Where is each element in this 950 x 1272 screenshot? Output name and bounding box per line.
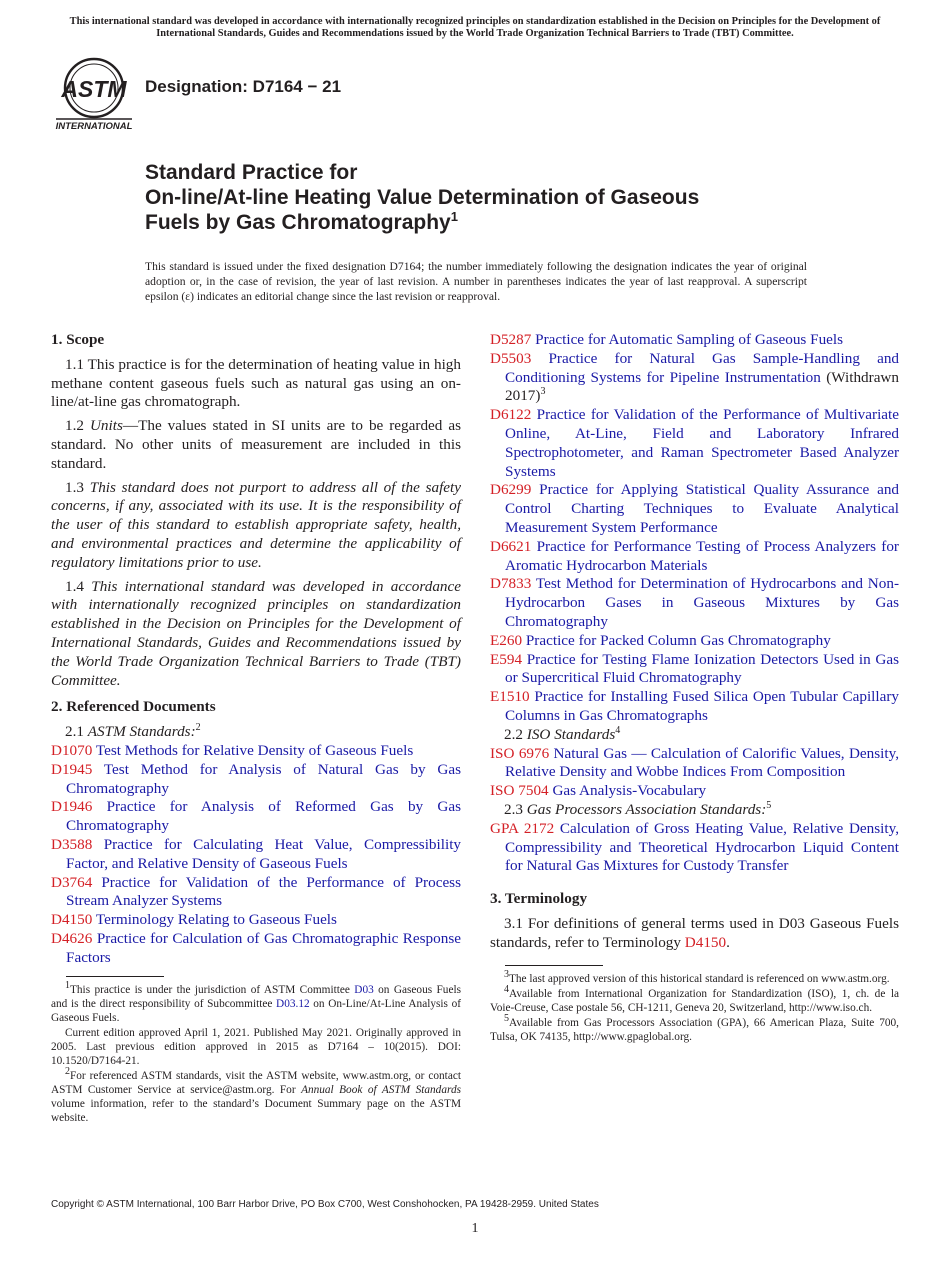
iso-reference-list [490,745,899,801]
astm-reference-list-left [51,742,461,968]
reference-title-link[interactable]: Practice for Validation of the Performance of Process Stream Analyzer Systems [66,873,462,910]
page-title [145,160,845,235]
reference-code-link[interactable]: E260 [490,631,523,649]
header-notice: This international standard was developed in accordance with internationally recognized principles on standardization established in the Decision on Principles for the Development of International Standards, Guides and Recommendations issued by the World Trade Organization Technical Barriers to Trade (TBT) Committee. [69,16,881,39]
reference-title-link[interactable]: Practice for Packed Column Gas Chromatography [525,631,831,649]
subcommittee-link[interactable]: D03.12 [276,997,310,1010]
scope-1-3: 1.3 This standard does not purport to address all of the safety concerns, if any, associated with its use. It is the responsibility of the user of this standard to establish appropriate safety, health, and environmental practices and determine the applicability of regulatory limitations prior to use. [51,478,461,571]
terminology-d4150-link[interactable]: D4150 [684,933,727,951]
reference-title-link[interactable]: Practice for Performance Testing of Process Analyzers for Aromatic Hydrocarbon Materials [505,537,899,574]
reference-item [51,761,461,799]
reference-code-link[interactable]: D1946 [51,798,93,816]
reference-item [490,632,899,651]
scope-1-1: 1.1 This practice is for the determination of heating value in high methane content gaseous fuels such as natural gas using an on-line/at-line gas chromatograph. [51,355,461,411]
footnote-1: $^1$This practice is under the jurisdiction of ASTM Committee D03 on Gaseous Fuels and is the direct responsibility of Subcommittee D03.12 on On-Line/At-Line Analysis of Gaseous Fuels. [51,979,462,1024]
reference-code-link[interactable]: E1510 [490,688,530,706]
reference-code-link[interactable]: D1070 [51,741,93,759]
reference-code-link[interactable]: D5503 [490,349,532,367]
reference-code-link[interactable]: D6122 [490,406,532,424]
reference-title-link[interactable]: Practice for Installing Fused Silica Open Tubular Capillary Columns in Gas Chromatographs [505,688,899,724]
title-line-3: Fuels by Gas Chromatography$^1$ [145,209,458,234]
left-column [51,331,461,1126]
reference-title-link[interactable]: Test Method for Determination of Hydrocarbons and Non-Hydrocarbon Gases in Gaseous Mixtures by Gas Chromatography [505,575,900,630]
reference-code-link[interactable]: ISO 7504 [490,782,549,800]
reference-code-link[interactable]: GPA 2172 [490,819,555,837]
reference-title-link[interactable]: Natural Gas — Calculation of Calorific Values, Density, Relative Density and Wobbe Indices From Composition [505,744,899,781]
reference-title-link[interactable]: Terminology Relating to Gaseous Fuels [95,911,337,929]
title-footnote-mark: 1 [450,209,458,224]
reference-code-link[interactable]: D6299 [490,481,532,499]
reference-item [51,930,461,968]
right-column [490,331,899,1045]
reference-code-link[interactable]: D6621 [490,537,532,555]
reference-code-link[interactable]: D3588 [51,835,93,853]
astm-reference-list-right [490,331,899,726]
reference-note: (Withdrawn 2017) [505,368,899,405]
reference-title-link[interactable]: Gas Analysis-Vocabulary [552,782,707,800]
reference-item [490,820,899,876]
designation: Designation: D7164 − 21 [145,77,342,96]
reference-item [490,575,899,631]
reference-code-link[interactable]: D7833 [490,575,532,593]
title-line-2: On-line/At-line Heating Value Determination of Gaseous [145,186,700,209]
gpa-reference-list [490,820,899,876]
reference-title-link[interactable]: Calculation of Gross Heating Value, Relative Density, Compressibility and Theoretical Hydrocarbon Liquid Content for Natural Gas Mixtures for Custody Transfer [505,819,900,875]
copyright: Copyright © ASTM International, 100 Barr Harbor Drive, PO Box C700, West Conshohocken, PA 19428-2959. United States [51,1199,599,1210]
terminology-3-1: 3.1 For definitions of general terms used in D03 Gaseous Fuels standards, refer to Terminology D4150. [490,914,899,951]
astm-logo [52,56,136,132]
reference-title-link[interactable]: Practice for Applying Statistical Quality Assurance and Control Charting Techniques to Evaluate Analytical Measurement System Performance [505,481,900,536]
reference-item [51,874,461,912]
reference-code-link[interactable]: E594 [490,650,523,668]
reference-code-link[interactable]: D4626 [51,929,93,947]
reference-item [490,782,899,801]
footnote-3: $^3$The last approved version of this historical standard is referenced on www.astm.org. [504,968,890,985]
iso-standards-label: 2.2 ISO Standards$^4$ [504,724,621,743]
scope-1-4: 1.4 This international standard was developed in accordance with internationally recognized principles on standardization established in the Decision on Principles for the Development of International Standards, Guides and Recommendations issued by the World Trade Organization Technical Barriers to Trade (TBT) Committee. [51,577,462,689]
logo-subtitle: INTERNATIONAL [55,121,133,132]
reference-title-link[interactable]: Practice for Calculation of Gas Chromatographic Response Factors [66,929,461,966]
reference-item [490,350,899,406]
reference-item [490,745,899,783]
reference-item [490,331,899,350]
reference-title-link[interactable]: Practice for Natural Gas Sample-Handling and Conditioning Systems for Pipeline Instrumentation [505,349,900,386]
reference-item [490,406,899,481]
reference-title-link[interactable]: Practice for Testing Flame Ionization Detectors Used in Gas or Supercritical Fluid Chromatography [505,650,899,687]
referenced-docs-heading: 2. Referenced Documents [51,698,216,716]
footnote-4: $^4$Available from International Organization for Standardization (ISO), 1, ch. de la Voie-Creuse, Case postale 56, CH-1211, Geneva 20, Switzerland, http://www.iso.ch. [490,983,899,1014]
reference-code-link[interactable]: D1945 [51,760,93,778]
reference-item [51,798,461,836]
reference-item [490,651,899,689]
committee-link[interactable]: D03 [354,983,374,996]
reference-footnote-mark: 3 [540,386,546,398]
reference-title-link[interactable]: Test Method for Analysis of Natural Gas by Gas Chromatography [66,760,461,797]
reference-title-link[interactable]: Practice for Automatic Sampling of Gaseous Fuels [535,331,844,348]
astm-standards-label: 2.1 ASTM Standards:$^2$ [65,722,201,741]
reference-item [490,538,899,576]
scope-1-2: 1.2 Units—The values stated in SI units are to be regarded as standard. No other units of measurement are included in this standard. [51,417,461,472]
reference-item [51,836,461,874]
page-number: 1 [471,1221,479,1236]
footnote-1-edition: Current edition approved April 1, 2021. Published May 2021. Originally approved in 2005. Last previous edition approved in 2015 as D7164 – 10(2015). DOI: 10.1520/D7164-21. [51,1026,461,1067]
footnote-2: $^2$For referenced ASTM standards, visit the ASTM website, www.astm.org, or contact ASTM Customer Service at service@astm.org. For Annual Book of ASTM Standards volume information, refer to the standard’s Document Summary page on the ASTM website. [51,1065,461,1124]
footnote-rule-left [66,976,164,977]
title-line-1: Standard Practice for [145,161,358,184]
footnote-5: $^5$Available from Gas Processors Association (GPA), 66 American Plaza, Suite 700, Tulsa, OK 74135, http://www.gpaglobal.org. [490,1012,899,1043]
reference-code-link[interactable]: D4150 [51,911,93,929]
reference-code-link[interactable]: D3764 [51,873,93,891]
reference-title-link[interactable]: Practice for Calculating Heat Value, Compressibility Factor, and Relative Density of Gaseous Fuels [66,835,462,872]
reference-item [51,911,461,930]
standard-intro: This standard is issued under the fixed designation D7164; the number immediately following the designation indicates the year of original adoption or, in the case of revision, the year of last revision. A number in parentheses indicates the year of last reapproval. A superscript epsilon (ε) indicates an editorial change since the last revision or reapproval. [145,260,807,303]
reference-title-link[interactable]: Test Methods for Relative Density of Gaseous Fuels [95,741,414,759]
terminology-heading: 3. Terminology [490,890,588,908]
reference-item [490,688,899,726]
reference-title-link[interactable]: Practice for Analysis of Reformed Gas by Gas Chromatography [66,798,462,835]
gpa-standards-label: 2.3 Gas Processors Association Standards:$^5$ [504,799,772,818]
logo-letters: ASTM [61,76,127,102]
reference-code-link[interactable]: D5287 [490,331,532,348]
reference-item [490,481,899,537]
scope-heading: 1. Scope [51,331,105,348]
reference-title-link[interactable]: Practice for Validation of the Performance of Multivariate Online, At-Line, Field and Laboratory Infrared Spectrophotometer, and Raman Spectrometer Based Analyzer Systems [505,406,899,480]
footnote-rule-right [505,965,603,966]
reference-item [51,742,461,761]
reference-code-link[interactable]: ISO 6976 [490,744,550,762]
